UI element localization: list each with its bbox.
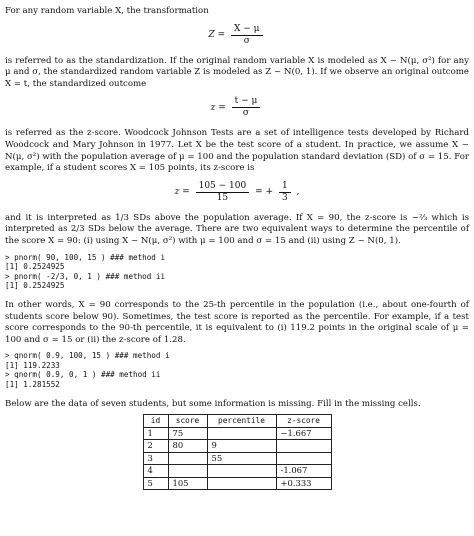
eq2-denominator: σ <box>242 108 250 119</box>
cell-score <box>168 452 207 465</box>
eq2-lhs: z = <box>210 102 226 113</box>
cell-score: 75 <box>168 427 207 440</box>
code-line: [1] 119.2233 <box>5 360 60 370</box>
table-row <box>143 427 331 440</box>
eq3-tail: , <box>296 187 300 198</box>
cell-score: 105 <box>168 477 207 490</box>
cell-id: 3 <box>143 452 168 465</box>
cell-id: 4 <box>143 465 168 478</box>
table-row <box>143 477 331 490</box>
cell-z-score: +0.333 <box>276 477 331 490</box>
cell-score <box>168 465 207 478</box>
eq3-numerator: 105 − 100 <box>196 181 250 193</box>
code-block-pnorm <box>5 253 469 291</box>
standardization-paragraph: is referred to as the standardization. If the original random variable X is modeled as X ~ N(μ, σ²) for any μ and σ, the standardized random variable Z is modeled as Z ~ N(0, 1). If we observe an original outcome X = t, the standardized outcome <box>5 55 469 89</box>
eq3-equals: = + <box>255 187 274 198</box>
code-line: > qnorm( 0.9, 0, 1 ) ### method ii <box>5 370 161 380</box>
header-score: score <box>168 415 207 428</box>
student-data-table <box>143 414 332 490</box>
cell-z-score <box>276 452 331 465</box>
eq3-result-denominator: 3 <box>281 192 288 203</box>
cell-percentile <box>207 477 276 490</box>
woodcock-johnson-paragraph: is referred as the z-score. Woodcock Johnson Tests are a set of intelligence tests developed by Richard Woodcock and Mary Johnson in 1977. Let X be the test score of a student. In practice, we assume X ~ N(μ, σ²) with the population average of μ = 100 and the population standard deviation (SD) of σ = 15. For example, if a student scores X = 105 points, its z-score is <box>5 128 469 174</box>
z-score-equation <box>5 96 469 120</box>
code-line: [1] 0.2524925 <box>5 262 65 272</box>
header-percentile: percentile <box>207 415 276 428</box>
eq2-numerator: t − μ <box>232 96 261 108</box>
code-line: [1] 1.281552 <box>5 380 60 390</box>
code-line: > qnorm( 0.9, 100, 15 ) ### method i <box>5 351 170 361</box>
task-paragraph: Below are the data of seven students, but some information is missing. Fill in the missing cells. <box>5 398 421 409</box>
eq1-lhs: Z = <box>208 30 226 41</box>
eq2-fraction <box>232 96 261 119</box>
cell-id: 1 <box>143 427 168 440</box>
cell-percentile: 9 <box>207 440 276 453</box>
table-row <box>143 440 331 453</box>
eq3-lhs: z = <box>174 187 190 198</box>
cell-z-score <box>276 440 331 453</box>
table-header-row <box>143 415 331 428</box>
eq1-denominator: σ <box>243 35 250 46</box>
cell-z-score: -1.067 <box>276 465 331 478</box>
eq3-fraction <box>196 181 250 204</box>
percentile-paragraph: In other words, X = 90 corresponds to the 25-th percentile in the population (i.e., about one-fourth of students score below 90). Sometimes, the test score is reported as the percentile. For example, if a test score corresponds to the 90-th percentile, it is equivalent to (i) 119.2 points in the original scale of μ = 100 and σ = 15 or (ii) the z-score of 1.28. <box>5 299 469 345</box>
eq1-fraction <box>231 24 263 47</box>
cell-z-score: −1.667 <box>276 427 331 440</box>
code-line: > pnorm( -2/3, 0, 1 ) ### method ii <box>5 271 166 281</box>
cell-id: 5 <box>143 477 168 490</box>
code-line: [1] 0.2524925 <box>5 281 65 291</box>
table-row <box>143 465 331 478</box>
example-z-score-equation <box>5 181 469 205</box>
code-line: > pnorm( 90, 100, 15 ) ### method i <box>5 252 166 262</box>
standardization-equation <box>5 24 469 48</box>
interpretation-paragraph: and it is interpreted as 1/3 SDs above the population average. If X = 90, the z-score is −⅔ which is interpreted as 2/3 SDs below the average. There are two equivalent ways to determine the percentile of the score X = 90: (i) using X ~ N(μ, σ²) with μ = 100 and σ = 15 and (ii) using Z ~ N(0, 1). <box>5 212 469 246</box>
table-row <box>143 452 331 465</box>
header-z-score: z-score <box>276 415 331 428</box>
cell-score: 80 <box>168 440 207 453</box>
intro-paragraph: For any random variable X, the transformation <box>5 6 209 16</box>
cell-percentile <box>207 465 276 478</box>
cell-percentile <box>207 427 276 440</box>
eq3-denominator: 15 <box>216 192 229 203</box>
document-page <box>5 6 469 490</box>
eq3-result-numerator: 1 <box>279 181 291 193</box>
cell-id: 2 <box>143 440 168 453</box>
header-id: id <box>143 415 168 428</box>
cell-percentile: 55 <box>207 452 276 465</box>
eq3-result-fraction <box>279 181 291 204</box>
eq1-numerator: X − μ <box>231 24 263 36</box>
code-block-qnorm <box>5 351 469 389</box>
